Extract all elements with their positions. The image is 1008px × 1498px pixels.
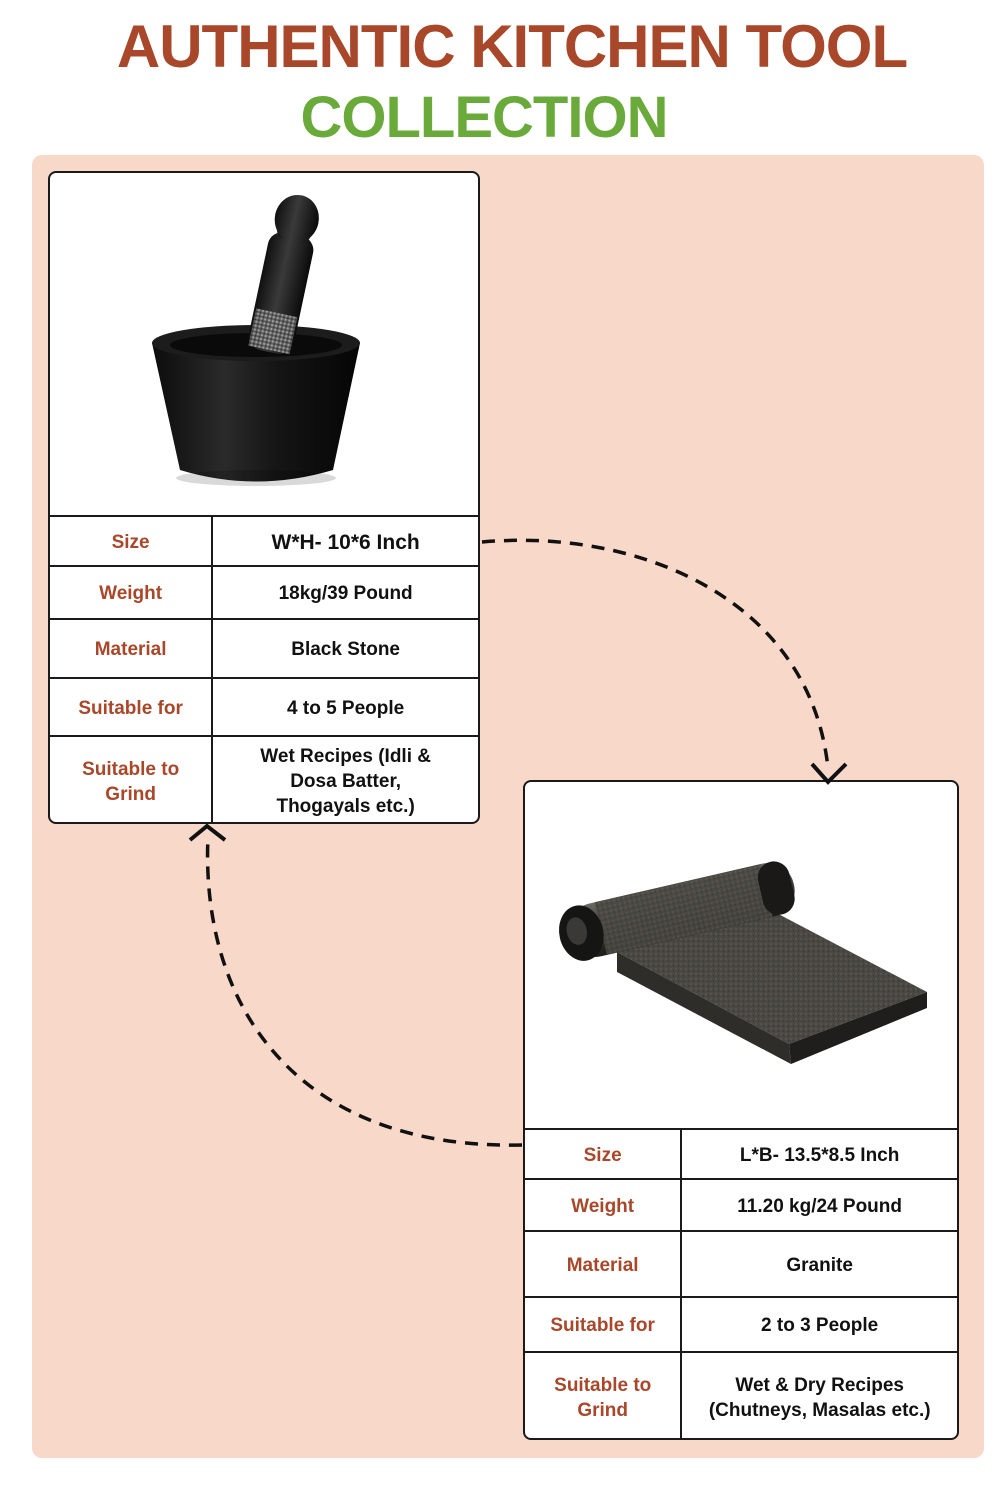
spec-value: Wet Recipes (Idli & Dosa Batter, Thogayals etc.) bbox=[260, 746, 431, 817]
spec-value: W*H- 10*6 Inch bbox=[271, 530, 420, 554]
page-subtitle: COLLECTION bbox=[300, 85, 668, 150]
spec-label: Suitable to Grind bbox=[50, 737, 213, 824]
spec-label: Material bbox=[50, 620, 213, 679]
spec-value: L*B- 13.5*8.5 Inch bbox=[739, 1144, 900, 1166]
page-title: AUTHENTIC KITCHEN TOOL bbox=[116, 13, 908, 80]
spec-value: Granite bbox=[786, 1254, 853, 1276]
dashed-arrow-to-card1 bbox=[208, 836, 522, 1145]
spec-label: Suitable for bbox=[50, 679, 213, 737]
spec-label: Size bbox=[50, 517, 213, 567]
spec-label: Suitable to Grind bbox=[525, 1353, 682, 1440]
spec-label: Size bbox=[525, 1130, 682, 1180]
spec-value: Black Stone bbox=[291, 639, 400, 660]
spec-value: 2 to 3 People bbox=[761, 1315, 879, 1336]
arrowhead-up-icon bbox=[190, 826, 225, 840]
spec-value: 4 to 5 People bbox=[287, 697, 405, 719]
spec-value: Wet & Dry Recipes (Chutneys, Masalas etc.) bbox=[708, 1374, 931, 1421]
spec-label: Material bbox=[525, 1232, 682, 1298]
spec-label: Weight bbox=[525, 1180, 682, 1232]
dashed-arrow-to-card2 bbox=[482, 540, 828, 768]
spec-value: 18kg/39 Pound bbox=[278, 583, 413, 604]
spec-label: Suitable for bbox=[525, 1298, 682, 1353]
arrowhead-down-icon bbox=[812, 764, 846, 782]
spec-label: Weight bbox=[50, 567, 213, 620]
spec-value: 11.20 kg/24 Pound bbox=[737, 1195, 903, 1217]
